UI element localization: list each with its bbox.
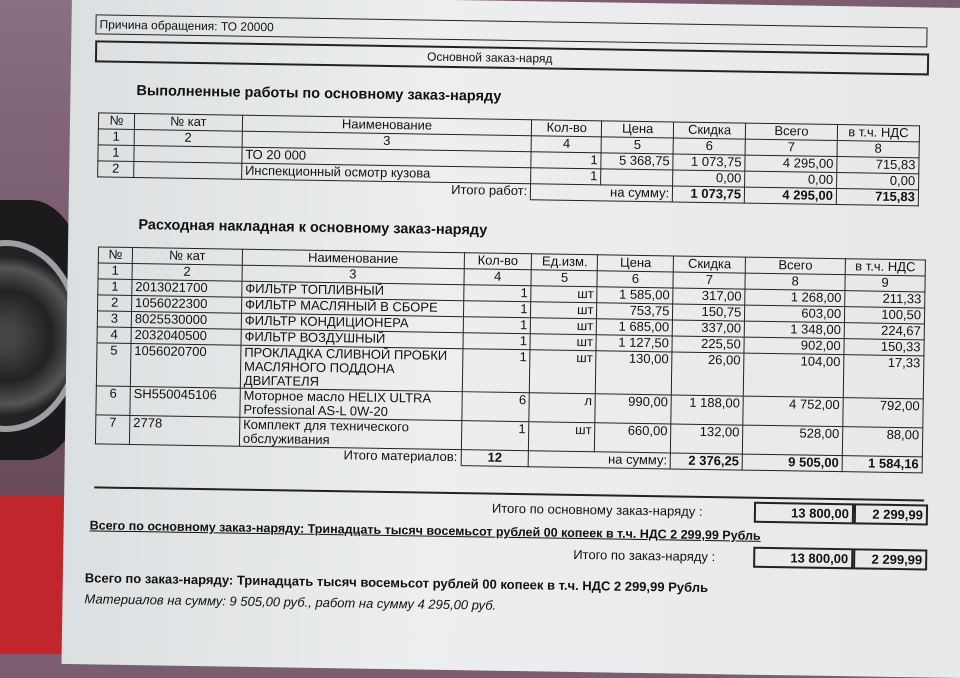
col-header: № xyxy=(98,113,134,130)
col-number: 3 xyxy=(242,265,464,284)
main-order-title: Основной заказ-наряд xyxy=(426,49,553,66)
works-title: Выполненные работы по основному заказ-наряду xyxy=(136,83,502,105)
cell-total: 4 295,00 xyxy=(745,155,837,172)
col-number: 1 xyxy=(98,129,134,146)
cell-cat xyxy=(134,145,242,163)
cell-total: 4 752,00 xyxy=(743,396,843,427)
cell-price: 1 685,00 xyxy=(597,319,673,336)
main-total-vat: 2 299,99 xyxy=(872,506,924,523)
col-header: № кат xyxy=(132,247,242,265)
main-total-vat-box xyxy=(854,503,928,525)
cell-unit: шт xyxy=(530,350,597,394)
works-total-discount: 1 073,75 xyxy=(672,186,744,203)
col-header: Цена xyxy=(602,121,674,138)
col-header: № xyxy=(98,247,132,264)
cell-cat: 2032040500 xyxy=(131,327,241,345)
cell-cat: SH550045106 xyxy=(130,386,240,417)
cell-total: 603,00 xyxy=(745,305,845,323)
cell-discount: 26,00 xyxy=(672,352,745,396)
cell-n: 1 xyxy=(98,279,132,296)
divider xyxy=(94,486,924,501)
col-number: 5 xyxy=(601,137,673,154)
order-total-vat-box xyxy=(853,548,927,570)
cell-price: 130,00 xyxy=(596,351,673,395)
order-total-vat: 2 299,99 xyxy=(871,551,923,568)
col-header: Кол-во xyxy=(532,120,602,137)
cell-cat: 1056022300 xyxy=(131,295,241,313)
cell-vat: 224,67 xyxy=(844,323,924,340)
cell-n: 6 xyxy=(96,386,130,416)
cell-qty: 1 xyxy=(463,333,531,350)
materials-total-sum: 9 505,00 xyxy=(742,454,842,472)
cell-discount: 0,00 xyxy=(673,170,745,187)
cell-total: 0,00 xyxy=(745,171,837,188)
cell-cat: 8025530000 xyxy=(131,311,241,329)
col-number: 6 xyxy=(597,271,673,288)
cell-n: 3 xyxy=(97,311,131,328)
col-number: 8 xyxy=(837,141,919,158)
cell-unit: шт xyxy=(531,286,597,303)
col-header: Цена xyxy=(598,255,674,272)
col-number: 8 xyxy=(745,273,845,291)
cell-cat: 2778 xyxy=(129,415,239,446)
col-header: Наименование xyxy=(242,115,532,136)
cell-n: 2 xyxy=(98,161,134,178)
cell-price: 660,00 xyxy=(595,423,671,453)
cell-total: 104,00 xyxy=(744,353,844,398)
cell-total: 1 268,00 xyxy=(745,289,845,307)
cell-name: Комплект для технического обслуживания xyxy=(239,417,461,449)
col-header: Скидка xyxy=(674,256,746,273)
materials-sum-label: на сумму: xyxy=(529,451,671,469)
order-total-sum-box xyxy=(753,547,853,570)
cell-n: 5 xyxy=(96,343,131,387)
works-sum-label: на сумму: xyxy=(531,184,673,202)
cell-vat: 211,33 xyxy=(845,291,925,308)
cell-name: ФИЛЬТР МАСЛЯНЫЙ В СБОРЕ xyxy=(241,297,463,316)
col-number: 7 xyxy=(745,139,837,156)
col-number: 6 xyxy=(673,138,745,155)
cell-qty: 1 xyxy=(463,301,531,318)
cell-qty: 1 xyxy=(462,349,531,393)
cell-total: 1 348,00 xyxy=(744,321,844,339)
cell-vat: 0,00 xyxy=(837,173,919,190)
cell-name: Инспекционный осмотр кузова xyxy=(241,163,531,184)
cell-price: 5 368,75 xyxy=(601,153,673,170)
col-header: Ед.изм. xyxy=(532,254,598,271)
cell-price: 753,75 xyxy=(597,303,673,320)
cell-unit: шт xyxy=(530,334,596,351)
cell-unit: шт xyxy=(531,318,597,335)
cell-name: ФИЛЬТР ВОЗДУШНЫЙ xyxy=(241,329,463,348)
col-number: 2 xyxy=(134,129,242,147)
col-header: Наименование xyxy=(242,249,464,268)
cell-total: 902,00 xyxy=(744,337,844,355)
materials-total-discount: 2 376,25 xyxy=(670,453,742,470)
col-number: 1 xyxy=(98,263,132,280)
col-header: Всего xyxy=(745,257,845,275)
cell-price: 1 585,00 xyxy=(597,287,673,304)
col-number: 4 xyxy=(531,136,601,153)
col-header: № кат xyxy=(134,113,242,131)
cell-name: Моторное масло HELIX ULTRA Professional AS-L 0W-20 xyxy=(240,388,462,420)
cell-qty: 1 xyxy=(463,317,531,334)
main-order-box xyxy=(95,40,929,75)
cell-name: ПРОКЛАДКА СЛИВНОЙ ПРОБКИ МАСЛЯНОГО ПОДДОНА ДВИГАТЕЛЯ xyxy=(240,345,462,391)
cell-cat: 2013021700 xyxy=(132,279,242,297)
order-total-words: Всего по заказ-наряду: Тринадцать тысяч восемьсот рублей 00 копеек в т.ч. НДС 2 299,99 Рубль xyxy=(84,570,709,596)
cell-price xyxy=(601,169,673,186)
col-number: 4 xyxy=(464,269,532,286)
cell-vat: 88,00 xyxy=(842,427,922,457)
main-total-words: Всего по основному заказ-наряду: Тринадцать тысяч восемьсот рублей 00 копеек в т.ч. НДС 2 299,99 Рубль xyxy=(89,518,761,543)
col-header: в т.ч. НДС xyxy=(845,259,925,276)
cell-vat: 792,00 xyxy=(843,398,923,428)
materials-title: Расходная накладная к основному заказ-наряду xyxy=(138,217,488,239)
col-header: в т.ч. НДС xyxy=(837,125,919,142)
cell-qty: 1 xyxy=(461,421,529,451)
col-header: Кол-во xyxy=(464,253,532,270)
works-total-sum: 4 295,00 xyxy=(744,187,836,204)
materials-works-note: Материалов на сумму: 9 505,00 руб., работ на сумму 4 295,00 руб. xyxy=(84,591,497,613)
materials-table xyxy=(95,246,926,473)
cell-discount: 337,00 xyxy=(673,320,745,337)
materials-total-qty: 12 xyxy=(461,450,529,467)
main-total-sum-box xyxy=(754,502,854,525)
col-number: 2 xyxy=(132,263,242,281)
col-number: 5 xyxy=(531,270,597,287)
cell-qty: 1 xyxy=(463,285,531,302)
materials-total-label: Итого материалов: xyxy=(95,444,461,466)
col-header: Всего xyxy=(745,123,837,140)
cell-qty: 1 xyxy=(531,168,601,185)
cell-unit: шт xyxy=(531,302,597,319)
col-number: 9 xyxy=(845,275,925,292)
cell-discount: 225,50 xyxy=(672,336,744,353)
cell-price: 990,00 xyxy=(595,394,671,424)
cell-discount: 1 073,75 xyxy=(673,154,745,171)
cell-discount: 317,00 xyxy=(673,288,745,305)
order-total-label: Итого по заказ-наряду : xyxy=(573,546,716,565)
cell-qty: 1 xyxy=(531,152,601,169)
order-total-sum: 13 800,00 xyxy=(790,550,849,567)
works-table xyxy=(97,112,920,206)
cell-vat: 100,50 xyxy=(844,307,924,324)
cell-price: 1 127,50 xyxy=(596,335,672,352)
works-total-label: Итого работ: xyxy=(97,177,531,200)
cell-discount: 150,75 xyxy=(673,304,745,321)
col-header: Скидка xyxy=(674,122,746,139)
works-total-vat: 715,83 xyxy=(836,189,918,206)
cell-n: 2 xyxy=(98,295,132,312)
cell-vat: 715,83 xyxy=(837,157,919,174)
cell-name: ФИЛЬТР КОНДИЦИОНЕРА xyxy=(241,313,463,332)
cell-discount: 132,00 xyxy=(671,424,743,454)
cell-discount: 1 188,00 xyxy=(671,395,743,425)
cell-unit: л xyxy=(529,393,595,423)
cell-qty: 6 xyxy=(461,392,529,422)
reason-label: Причина обращения: ТО 20000 xyxy=(99,17,274,35)
cell-name: ТО 20 000 xyxy=(242,147,532,168)
cell-cat xyxy=(134,161,242,179)
main-total-sum: 13 800,00 xyxy=(790,505,850,522)
cell-n: 7 xyxy=(95,415,129,445)
materials-total-vat: 1 584,16 xyxy=(842,456,922,473)
cell-n: 1 xyxy=(98,145,134,162)
main-total-label: Итого по основному заказ-наряду : xyxy=(491,500,703,519)
cell-total: 528,00 xyxy=(743,425,843,456)
cell-vat: 17,33 xyxy=(843,355,924,399)
work-order-sheet xyxy=(61,0,960,678)
col-number: 7 xyxy=(673,272,745,289)
cell-name: ФИЛЬТР ТОПЛИВНЫЙ xyxy=(242,281,464,300)
cell-vat: 150,33 xyxy=(844,339,924,356)
col-number: 3 xyxy=(242,131,532,152)
cell-unit: шт xyxy=(529,422,595,452)
cell-n: 4 xyxy=(97,327,131,344)
cell-cat: 1056020700 xyxy=(130,343,241,388)
